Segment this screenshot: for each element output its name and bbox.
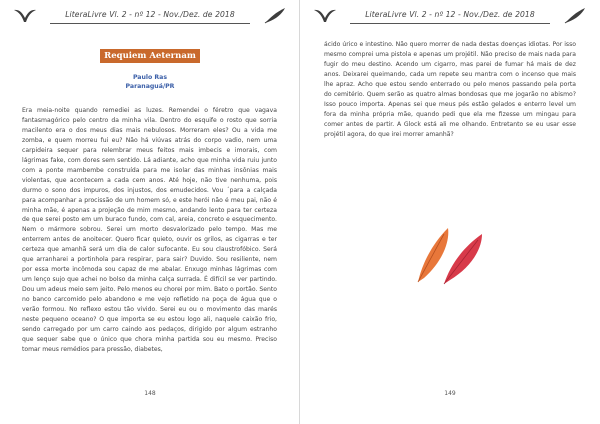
paragraph: ácido úrico e intestino. Não quero morrer de nada destas doenças idiotas. Por isso mesmo comprei uma pistola e apenas um projétil. Não preciso de mais nada para fugir do meu destino. Acendo um cigarro, mas parei de fumar há mais de dez anos. Deixarei queimando, cada um repete seu mantra com o incenso que mais lhe apraz. Acho que estou sendo enterrado ou pelo menos passando pela porta do cemitério. Quem serão as quatro almas bondosas que me jogarão no abismo? Isso pouco importa. Apenas sei que meus pés estão gelados e enterro level um fora da minha própria mãe, quando pedi que ela me fizesse um mingau para comer antes de partir. A Glock está ali me olhando. Entretanto se eu usar esse projétil agora, do que irei morrer amanhã? <box>324 41 576 138</box>
article-title <box>0 43 300 63</box>
page-number-left: 148 <box>144 390 156 397</box>
paragraph: Era meia-noite quando remediei as luzes. Remendei o féretro que vagava fantasmagórico pelo centro da minha vila. Dentro do esquife o rosto que sorria macilento era o dos meus dias mais nebulosos. Morreram eles? Ou a vida me zomba, e quem morreu fui eu? Não há viúvas atrás do corpo vadio, nem uma carpideira sequer para relembrar meus feitos mais imbecis e imorais, com lágrimas fake, com dores sem sentido. Lá adiante, acho que minha vida ruiu junto com a ponte mambembe construída para me isolar das minhas insônias mais violentas, que acontecem a cada cem anos. Até hoje, não tive nenhuma, pois durmo o sono dos impuros, dos injustos, dos emudecidos. Vou ´para a calçada para acompanhar a procissão de um homem só, e este herói não é meu pai, não é minha mãe, é apenas a projeção de mim mesmo, andando lento para ter certeza de que serei posto em um buraco fundo, com cal, areia, concreto e esquecimento. Nem o mármore sobrou. Serei um morto desvalorizado pelo tempo. Mas me enterrem antes de anoitecer. Quero ficar quieto, ouvir os grilos, as cigarras e ter certeza que amanhã será um dia de calor sufocante. Eu sou claustrofóbico. Será que arranharei a portinhola para respirar, para sair? Duvido. Sou resiliente, nem por essa morte incômoda sou capaz de me abalar. Enxugo minhas lágrimas com um lenço sujo que achei no bolso da minha calça surrada. É difícil se ver partindo. Dou um adeus meio sem jeito. Pelo menos eu chorei por mim. Bato o portão. Sento no banco carcomido pelo abandono e me vejo refletido na poça de água que o verão formou. No reflexo estou tão vivido. Serei eu ou o movimento das marés neste pequeno oceano? O que importa se eu estou logo ali, naquele caixão frio, sendo carregado por um carro caindo aos pedaços, dirigido por algum estranho que sequer sabe que o único que chora minha partida sou eu mesmo. Preciso tomar meus remédios para pressão, diabetes, <box>22 107 277 353</box>
header-rule <box>50 23 250 24</box>
header-rule <box>350 23 550 24</box>
author-name: Paulo Ras <box>132 74 168 81</box>
author-block <box>0 73 300 91</box>
right-body-text <box>324 40 576 140</box>
author-location: Paranaguá/PR <box>125 83 175 90</box>
left-body-text <box>22 106 277 355</box>
quill-icon <box>562 6 588 26</box>
page-number-right: 149 <box>444 390 456 397</box>
quills-illustration-icon <box>414 222 488 286</box>
article-title-text: Requiem Aeternam <box>100 49 200 63</box>
right-page <box>300 0 600 424</box>
left-header <box>10 6 290 28</box>
header-text: LiteraLivre Vl. 2 - nº 12 - Nov./Dez. de 2018 <box>65 10 235 19</box>
quill-icon <box>262 6 288 26</box>
header-text: LiteraLivre Vl. 2 - nº 12 - Nov./Dez. de 2018 <box>365 10 535 19</box>
right-header <box>310 6 590 28</box>
